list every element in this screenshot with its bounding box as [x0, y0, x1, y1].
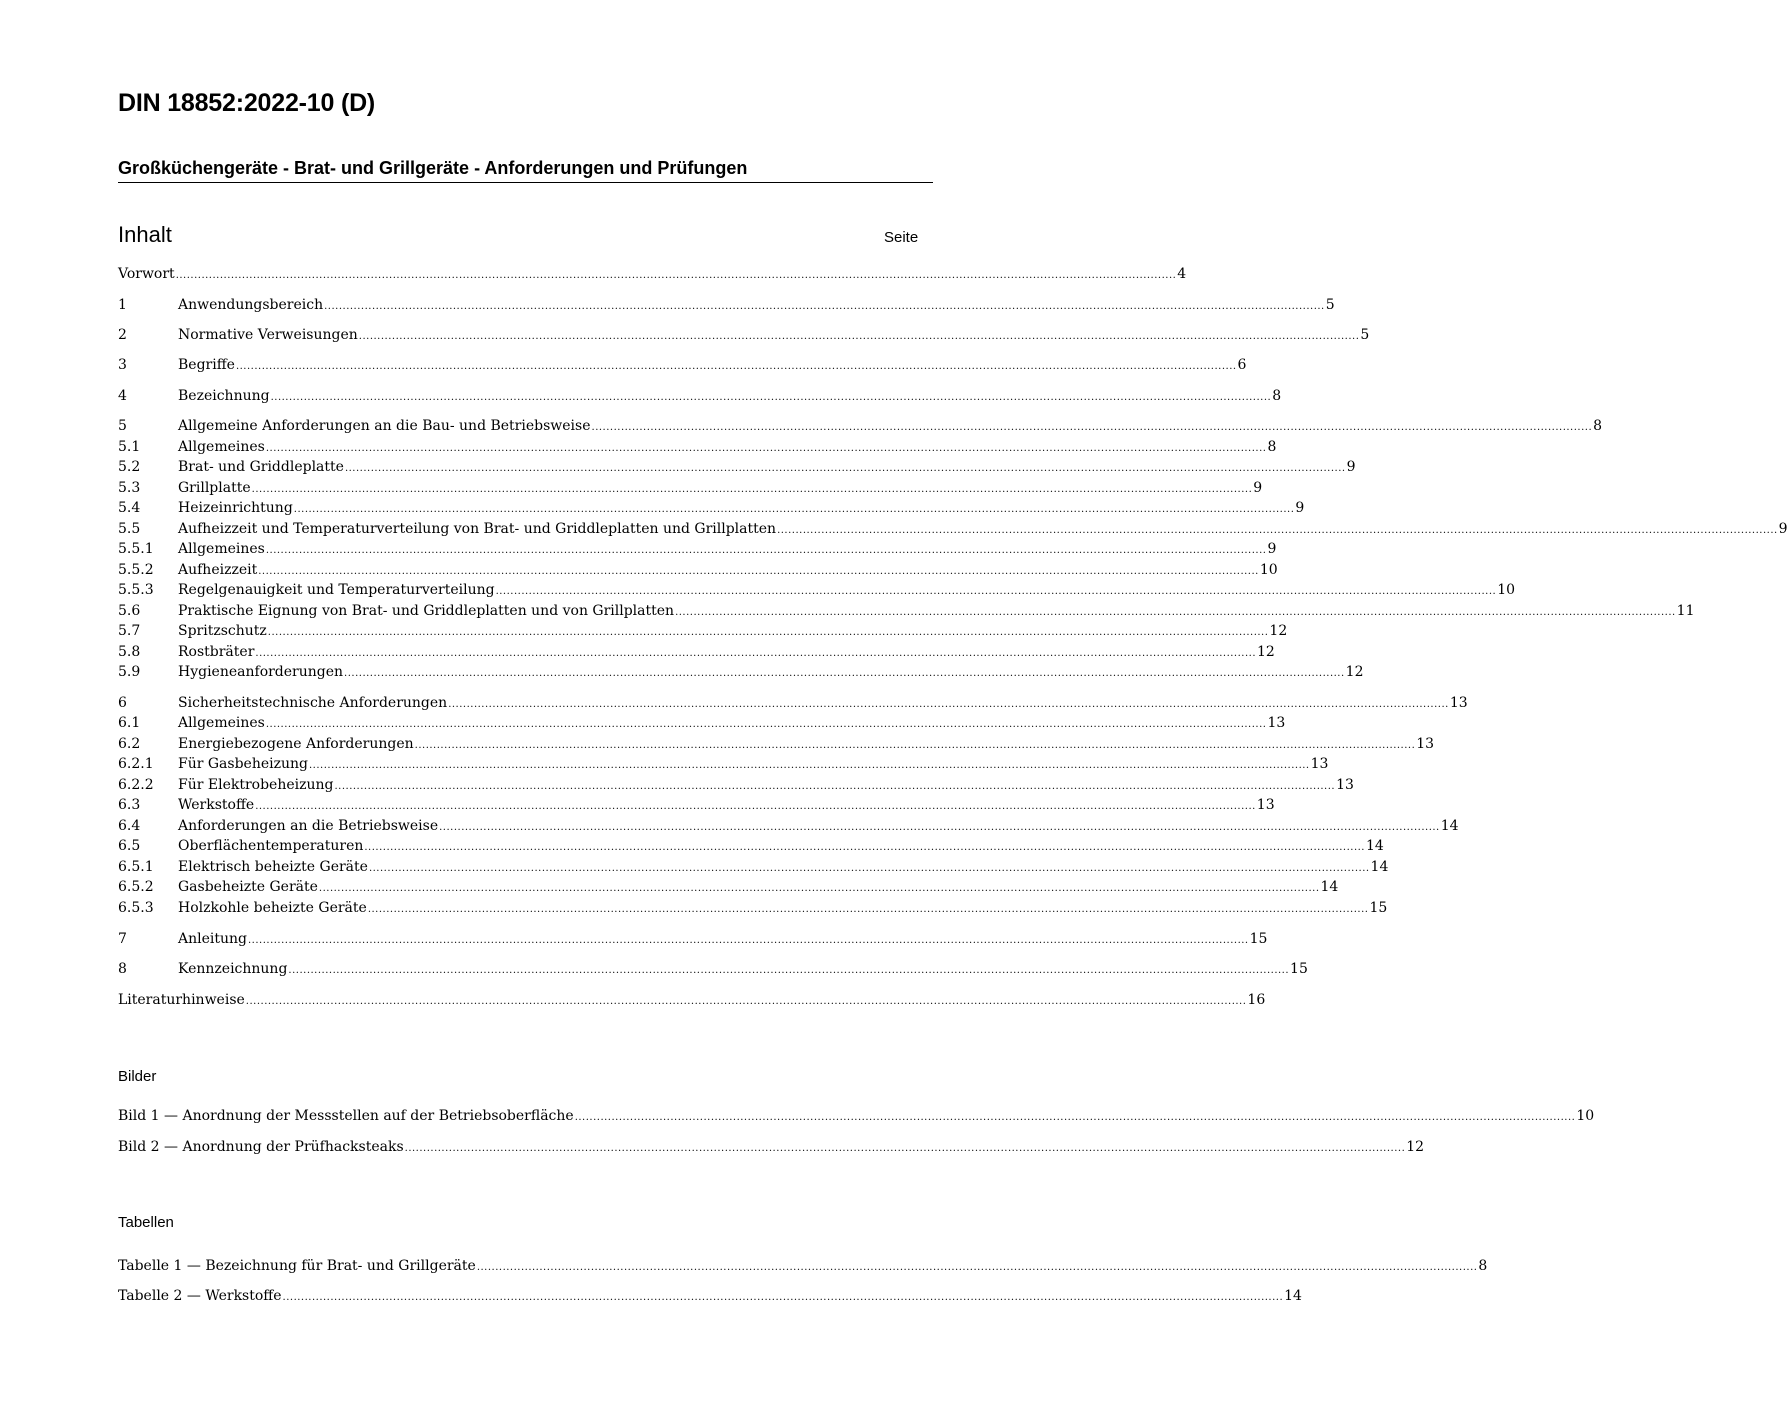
toc-entry-page: 15 [1369, 900, 1388, 916]
toc-entry[interactable] [118, 539, 1277, 559]
toc-entry-page: 13 [1310, 756, 1329, 772]
title-rule [118, 182, 933, 183]
toc-entry[interactable] [118, 478, 1263, 498]
toc-entry-label: Allgemeines [178, 715, 265, 731]
toc-entry[interactable] [118, 795, 1275, 815]
toc-entry-page: 14 [1320, 879, 1339, 895]
toc-entry-number: 6.5.2 [118, 879, 154, 895]
toc-entry-number: 5.5.1 [118, 541, 154, 557]
toc-entry-label: Werkstoffe [178, 797, 255, 813]
toc-entry[interactable] [118, 642, 1275, 662]
figure-entry-label: Bild 1 — Anordnung der Messstellen auf der Betriebsoberfläche [118, 1108, 574, 1124]
toc-entry[interactable] [118, 580, 1516, 600]
toc-entry-page: 10 [1259, 562, 1278, 578]
toc-entry-number: 5.5.2 [118, 562, 154, 578]
toc-entry-page: 6 [1237, 357, 1247, 373]
toc-entry-page: 9 [1778, 521, 1788, 537]
toc-entry-page: 11 [1676, 603, 1695, 619]
toc-entry-page: 12 [1269, 623, 1288, 639]
toc-entry-number: 8 [118, 961, 127, 977]
toc-entry-page: 8 [1267, 439, 1277, 455]
toc-entry[interactable] [118, 877, 1339, 897]
page-column-heading: Seite [884, 229, 919, 246]
toc-heading: Inhalt [118, 222, 172, 247]
toc-entry-number: 5 [118, 418, 127, 434]
toc-entry-number: 6.5.3 [118, 900, 154, 916]
toc-entry-label: Regelgenauigkeit und Temperaturverteilung [178, 582, 495, 598]
toc-entry-number: 5.8 [118, 644, 141, 660]
toc-entry-label: Allgemeine Anforderungen an die Bau- und Betriebsweise [178, 418, 591, 434]
toc-entry-page: 16 [1247, 992, 1266, 1008]
toc-entry-page: 15 [1249, 931, 1268, 947]
toc-entry-label: Gasbeheizte Geräte [178, 879, 318, 895]
toc-entry-label: Elektrisch beheizte Geräte [178, 859, 368, 875]
toc-entry-bibliography[interactable] [118, 990, 1266, 1010]
toc-entry-number: 6.4 [118, 818, 141, 834]
toc-entry-number: 5.6 [118, 603, 141, 619]
toc-entry-page: 13 [1449, 695, 1468, 711]
toc-entry-number: 6 [118, 695, 127, 711]
toc-entry[interactable] [118, 437, 1277, 457]
figures-heading: Bilder [118, 1068, 157, 1085]
toc-entry-number: 5.5 [118, 521, 141, 537]
toc-entry-page: 14 [1370, 859, 1389, 875]
toc-entry-page: 5 [1325, 297, 1335, 313]
toc-entry-number: 5.4 [118, 500, 141, 516]
toc-entry[interactable] [118, 386, 1282, 406]
toc-entry-label: Oberflächentemperaturen [178, 838, 364, 854]
toc-entry-page: 13 [1267, 715, 1286, 731]
figure-entry-page: 12 [1406, 1139, 1425, 1155]
toc-entry-page: 9 [1295, 500, 1305, 516]
toc-entry-label: Literaturhinweise [118, 992, 245, 1008]
toc-entry-number: 6.5 [118, 838, 141, 854]
toc-entry-number: 6.3 [118, 797, 141, 813]
toc-entry-number: 6.1 [118, 715, 141, 731]
toc-entry-label: Anwendungsbereich [178, 297, 324, 313]
toc-entry-label: Aufheizzeit und Temperaturverteilung von Brat- und Griddleplatten und Grillplatten [178, 521, 777, 537]
toc-entry-label: Rostbräter [178, 644, 255, 660]
toc-entry-number: 6.2.2 [118, 777, 154, 793]
toc-entry-label: Anforderungen an die Betriebsweise [178, 818, 439, 834]
toc-entry-label: Heizeinrichtung [178, 500, 293, 516]
toc-entry-page: 14 [1365, 838, 1384, 854]
toc-entry[interactable] [118, 959, 1308, 979]
toc-entry[interactable] [118, 325, 1370, 345]
toc-entry-number: 5.2 [118, 459, 141, 475]
toc-entry[interactable] [118, 416, 1603, 436]
toc-entry-page: 9 [1267, 541, 1277, 557]
toc-entry-number: 5.1 [118, 439, 141, 455]
toc-entry-number: 6.2 [118, 736, 141, 752]
toc-entry-number: 5.5.3 [118, 582, 154, 598]
toc-entry-label: Für Elektrobeheizung [178, 777, 334, 793]
figure-entry[interactable] [118, 1106, 1595, 1126]
table-entry-page: 8 [1478, 1258, 1488, 1274]
toc-entry-label: Holzkohle beheizte Geräte [178, 900, 367, 916]
toc-entry-page: 15 [1290, 961, 1308, 977]
toc-entry-label: Begriffe [178, 357, 235, 373]
toc-entry-number: 7 [118, 931, 127, 947]
toc-entry-page: 12 [1257, 644, 1275, 660]
toc-entry-label: Für Gasbeheizung [178, 756, 308, 772]
toc-entry-label: Aufheizzeit [178, 562, 258, 578]
toc-entry-page: 12 [1345, 664, 1364, 680]
toc-entry-label: Allgemeines [178, 439, 265, 455]
toc-entry-page: 8 [1593, 418, 1603, 434]
toc-entry[interactable] [118, 898, 1388, 918]
toc-entry-page: 8 [1272, 388, 1282, 404]
toc-entry-number: 4 [118, 388, 127, 404]
figure-entry[interactable] [118, 1137, 1425, 1157]
toc-entry-number: 2 [118, 327, 127, 343]
toc-entry-label: Energiebezogene Anforderungen [178, 736, 414, 752]
toc-entry-label: Allgemeines [178, 541, 265, 557]
toc-entry-page: 9 [1346, 459, 1356, 475]
document-subtitle: Großküchengeräte - Brat- und Grillgeräte - Anforderungen und Prüfungen [118, 158, 748, 178]
toc-entry-foreword[interactable] [118, 264, 1187, 284]
toc-entry-label: Grillplatte [178, 480, 251, 496]
toc-entry-page: 13 [1256, 797, 1275, 813]
toc-entry-number: 5.3 [118, 480, 141, 496]
table-entry-page: 14 [1284, 1288, 1302, 1304]
toc-entry-number: 1 [118, 297, 127, 313]
toc-entry[interactable] [118, 836, 1384, 856]
toc-entry[interactable] [118, 560, 1278, 580]
toc-entry[interactable] [118, 355, 1247, 375]
toc-entry-label: Kennzeichnung [178, 961, 288, 977]
toc-entry[interactable] [118, 519, 1788, 539]
toc-entry[interactable] [118, 621, 1288, 641]
toc-entry-page: 13 [1336, 777, 1354, 793]
toc-entry[interactable] [118, 775, 1354, 795]
table-entry-label: Tabelle 2 — Werkstoffe [118, 1288, 282, 1304]
toc-entry-page: 13 [1416, 736, 1435, 752]
toc-entry-label: Vorwort [118, 266, 175, 282]
table-entry[interactable] [118, 1286, 1302, 1306]
toc-entry-number: 5.9 [118, 664, 141, 680]
toc-entry[interactable] [118, 734, 1435, 754]
tables-heading: Tabellen [118, 1214, 174, 1231]
toc-entry[interactable] [118, 295, 1335, 315]
toc-entry-label: Brat- und Griddleplatte [178, 459, 344, 475]
toc-entry[interactable] [118, 662, 1364, 682]
toc-entry-label: Praktische Eignung von Brat- und Griddleplatten und von Grillplatten [178, 603, 675, 619]
toc-entry[interactable] [118, 693, 1468, 713]
figure-entry-label: Bild 2 — Anordnung der Prüfhacksteaks [118, 1139, 404, 1155]
table-entry-label: Tabelle 1 — Bezeichnung für Brat- und Grillgeräte [118, 1258, 476, 1274]
toc-entry-number: 6.2.1 [118, 756, 154, 772]
toc-entry[interactable] [118, 816, 1459, 836]
toc-entry[interactable] [118, 713, 1286, 733]
toc-entry-page: 10 [1497, 582, 1516, 598]
toc-entry[interactable] [118, 754, 1329, 774]
toc-entry[interactable] [118, 929, 1268, 949]
toc-entry-number: 3 [118, 357, 127, 373]
toc-entry-number: 5.7 [118, 623, 141, 639]
toc-entry-page: 4 [1177, 266, 1187, 282]
figure-entry-page: 10 [1576, 1108, 1595, 1124]
table-entry[interactable] [118, 1256, 1488, 1276]
toc-entry[interactable] [118, 457, 1356, 477]
toc-entry-page: 5 [1360, 327, 1370, 343]
document-title: DIN 18852:2022-10 (D) [118, 89, 376, 117]
toc-entry-label: Anleitung [178, 931, 247, 947]
toc-entry-page: 9 [1253, 480, 1263, 496]
toc-entry[interactable] [118, 857, 1389, 877]
toc-entry-label: Normative Verweisungen [178, 327, 358, 343]
toc-entry-label: Hygieneanforderungen [178, 664, 344, 680]
toc-entry-label: Bezeichnung [178, 388, 270, 404]
toc-entry-page: 14 [1440, 818, 1459, 834]
toc-entry-number: 6.5.1 [118, 859, 154, 875]
toc-entry-label: Sicherheitstechnische Anforderungen [178, 695, 448, 711]
toc-entry[interactable] [118, 498, 1305, 518]
toc-entry-label: Spritzschutz [178, 623, 267, 639]
toc-entry[interactable] [118, 601, 1695, 621]
